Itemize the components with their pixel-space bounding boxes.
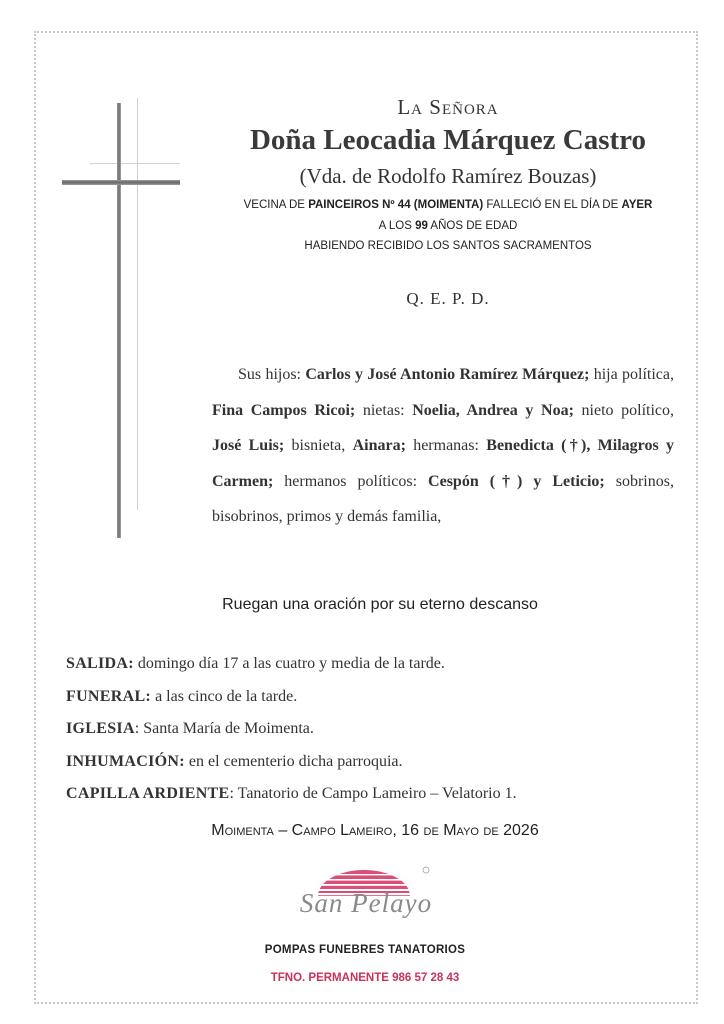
family-name: Carlos y José Antonio Ramírez Márquez; <box>305 366 590 383</box>
detail-iglesia: IGLESIA: Santa María de Moimenta. <box>66 720 314 737</box>
deceased-name: Doña Leocadia Márquez Castro <box>249 124 647 156</box>
detail-salida: SALIDA: domingo día 17 a las cuatro y media de la tarde. <box>66 655 445 672</box>
family-text: hija política, <box>589 366 675 383</box>
family-paragraph <box>212 357 674 535</box>
widow-of: (Vda. de Rodolfo Ramírez Bouzas) <box>299 164 597 188</box>
detail-capilla: CAPILLA ARDIENTE: Tanatorio de Campo Lameiro – Velatorio 1. <box>66 785 517 802</box>
family-name: Fina Campos Ricoi; <box>212 401 356 419</box>
age-line: A LOS 99 AÑOS DE EDAD <box>378 220 518 232</box>
prayer-line: Ruegan una oración por su eterno descanso <box>222 596 538 613</box>
intro-title: La Señora <box>397 95 499 119</box>
qepd: Q. E. P. D. <box>406 289 490 308</box>
company-name: POMPAS FUNEBRES TANATORIOS <box>264 944 466 956</box>
service-details <box>66 652 686 815</box>
company-logo-text: San Pelayo <box>299 888 433 918</box>
family-text: nieto político, <box>573 401 675 419</box>
family-text: nietas: <box>355 401 413 419</box>
family-name: Noelia, Andrea y Noa; <box>412 401 574 419</box>
company-phone: TFNO. PERMANENTE 986 57 28 43 <box>270 972 460 984</box>
residence-line: VECINA DE PAINCEIROS Nº 44 (MOIMENTA) FALLECIÓ EN EL DÍA DE AYER <box>243 199 653 211</box>
family-text: Sus hijos: <box>238 366 306 383</box>
detail-inhumacion: INHUMACIÓN: en el cementerio dicha parroquia. <box>66 752 403 770</box>
family-text: sobrinos, bisobrinos, primos y demás familia, <box>212 472 674 525</box>
family-name: Ainara; <box>352 437 406 454</box>
family-name: Cespón (†) y Leticio; <box>428 472 605 490</box>
family-text: hermanas: <box>405 437 487 454</box>
family-name: José Luis; <box>212 437 285 454</box>
family-text: hermanos políticos: <box>273 472 429 490</box>
sacraments-line: HABIENDO RECIBIDO LOS SANTOS SACRAMENTOS <box>304 240 592 252</box>
place-date: Moimenta – Campo Lameiro, 16 de Mayo de 2026 <box>211 822 539 839</box>
family-text: bisnieta, <box>284 437 353 454</box>
detail-funeral: FUNERAL: a las cinco de la tarde. <box>66 687 298 705</box>
family-name: Benedicta (†), Milagros y Carmen; <box>212 437 675 490</box>
